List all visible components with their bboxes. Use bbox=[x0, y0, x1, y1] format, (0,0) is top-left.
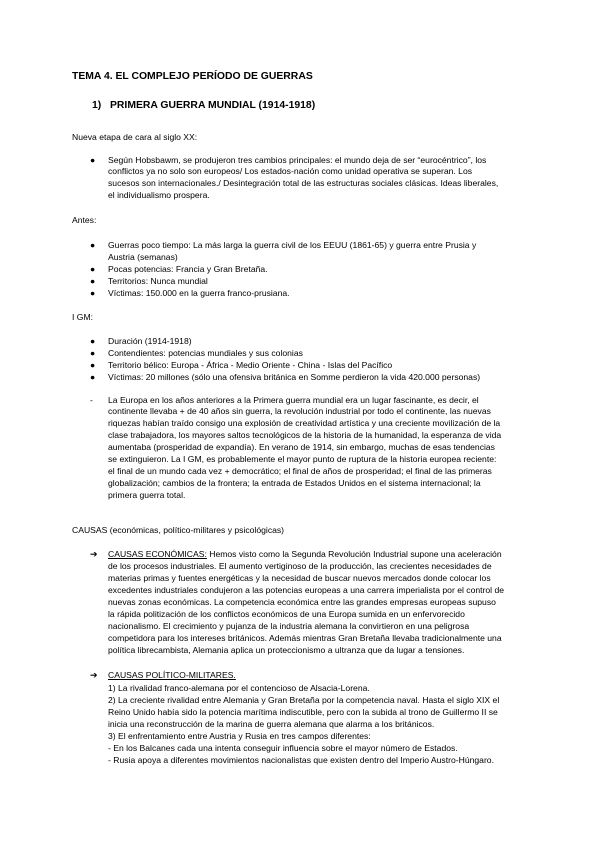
paragraph-line: 2) La creciente rivalidad entre Alemania y Gran Bretaña por la competencia naval. Hasta el siglo XIX el bbox=[108, 695, 500, 705]
arrow-icon: ➔ bbox=[90, 670, 98, 680]
paragraph-line: globalización; cambios de la frontera; la entrada de Estados Unidos en el sistema internacional; la bbox=[108, 478, 481, 488]
paragraph-line: clase trabajadora, los mayores saltos tecnológicos de la historia de la humanidad, la esperanza de vida bbox=[108, 430, 502, 440]
paragraph-line: sucesos son internacionales./ Desintegración total de las estructuras sociales clásicas. Ideas liberales, bbox=[108, 178, 499, 188]
paragraph-line: competidora para los intereses británicos. Además mientras Gran Bretaña llevaba tradicionalmente una bbox=[108, 633, 502, 643]
dash-marker: - bbox=[90, 395, 93, 405]
list-item: Contendientes: potencias mundiales y sus colonias bbox=[108, 348, 303, 358]
bullet-icon: ● bbox=[90, 155, 96, 165]
paragraph-line: de los procesos industriales. El aumento vertiginoso de la producción, las crecientes necesidades de bbox=[108, 561, 492, 571]
paragraph-line: la rápida politización de los conflictos económicos de una Europa sumida en un enfervorecido bbox=[108, 609, 465, 619]
paragraph-line: primera guerra total. bbox=[108, 490, 186, 500]
paragraph-line: - Rusia apoya a diferentes movimientos nacionalistas que existen dentro del Imperio Austro-Húngaro. bbox=[108, 755, 494, 765]
list-item: Víctimas: 20 millones (sólo una ofensiva británica en Somme perdieron la vida 420.000 personas) bbox=[108, 372, 481, 382]
paragraph-line: 3) El enfrentamiento entre Austria y Rusia en tres campos diferentes: bbox=[108, 731, 371, 741]
intro-text: Nueva etapa de cara al siglo XX: bbox=[72, 132, 198, 142]
paragraph-line: inicia una reconstrucción de la marina de guerra alemana que alarma a los británicos. bbox=[108, 719, 435, 729]
bullet-icon: ● bbox=[90, 360, 96, 370]
paragraph-line: - En los Balcanes cada una intenta conseguir influencia sobre el mayor número de Estados. bbox=[108, 743, 458, 753]
section-heading bbox=[92, 99, 315, 112]
paragraph-line: riquezas habían traído consigo una explosión de creatividad artística y una creciente movilización de la bbox=[108, 418, 501, 428]
arrow-icon: ➔ bbox=[90, 549, 98, 559]
list-item: Pocas potencias: Francia y Gran Bretaña. bbox=[108, 264, 268, 274]
paragraph-line: política librecambista, Alemania aplica un proteccionismo a ultranza que da lugar a tensiones. bbox=[108, 645, 465, 655]
list-item: Austria (semanas) bbox=[108, 252, 178, 262]
bullet-icon: ● bbox=[90, 372, 96, 382]
bullet-icon: ● bbox=[90, 276, 96, 286]
paragraph-line: continente llevaba + de 40 años sin guerra, la revolución industrial por todo el continente, las nuevas bbox=[108, 406, 491, 416]
list-item: Duración (1914-1918) bbox=[108, 336, 192, 346]
paragraph-line: 1) La rivalidad franco-alemana por el contencioso de Alsacia-Lorena. bbox=[108, 683, 370, 693]
paragraph-line: Según Hobsbawm, se produjeron tres cambios principales: el mundo deja de ser “eurocéntrico”, los bbox=[108, 155, 487, 165]
paragraph-line: se extinguieron. La I GM, es probablemente el mayor punto de ruptura de la historia europea reciente: bbox=[108, 454, 497, 464]
bullet-icon: ● bbox=[90, 348, 96, 358]
paragraph-line: el final de un mundo cada vez + democrático; el final de años de prosperidad; el final de las primeras bbox=[108, 466, 492, 476]
list-item: Víctimas: 150.000 en la guerra franco-prusiana. bbox=[108, 288, 290, 298]
section-title: PRIMERA GUERRA MUNDIAL (1914-1918) bbox=[110, 100, 316, 111]
document-title: TEMA 4. EL COMPLEJO PERÍODO DE GUERRAS bbox=[72, 71, 313, 82]
igm-label: I GM: bbox=[72, 312, 94, 322]
list-item: Guerras poco tiempo: La más larga la guerra civil de los EEUU (1861-65) y guerra entre Prusia y bbox=[108, 240, 477, 250]
list-item: Territorios: Nunca mundial bbox=[108, 276, 208, 286]
bullet-icon: ● bbox=[90, 240, 96, 250]
causas-politico-heading: CAUSAS POLÍTICO-MILITARES. bbox=[108, 670, 236, 680]
bullet-icon: ● bbox=[90, 288, 96, 298]
bullet-icon: ● bbox=[90, 264, 96, 274]
paragraph-line: Reino Unido había sido la potencia marítima indiscutible, pero con la subida al trono de Guillermo II se bbox=[108, 707, 498, 717]
paragraph-line: conflictos ya no solo son europeos/ Los estados-nación como unidad operativa se superan. Los bbox=[108, 166, 473, 176]
paragraph-line bbox=[108, 549, 502, 559]
paragraph-line: nacionalismo. El crecimiento y pujanza de la industria alemana la convirtieron en una peligrosa bbox=[108, 621, 470, 631]
bullet-icon: ● bbox=[90, 336, 96, 346]
paragraph-line: La Europa en los años anteriores a la Primera guerra mundial era un lugar fascinante, es decir, el bbox=[108, 395, 479, 405]
antes-label: Antes: bbox=[72, 215, 97, 225]
paragraph-line: el individualismo prospera. bbox=[108, 190, 210, 200]
section-number: 1) bbox=[92, 100, 102, 111]
causas-economicas-heading: CAUSAS ECONÓMICAS: bbox=[108, 549, 207, 559]
paragraph-line: nuevas zonas económicas. La competencia económica entre las grandes empresas europeas supuso bbox=[108, 597, 496, 607]
paragraph-line: materias primas y fuentes energéticas y la necesidad de buscar nuevos mercados donde colocar los bbox=[108, 573, 491, 583]
causas-economicas-first-line: Hemos visto como la Segunda Revolución Industrial supone una aceleración bbox=[206, 549, 502, 559]
causas-label: CAUSAS (económicas, político-militares y psicológicas) bbox=[72, 525, 285, 535]
paragraph-line: excedentes industriales condujeron a las potencias europeas a una carrera imperialista por el control de bbox=[108, 585, 505, 595]
list-item: Territorio bélico: Europa - África - Medio Oriente - China - Islas del Pacífico bbox=[108, 360, 393, 370]
paragraph-line: aumentaba (prosperidad de expandía). En verano de 1914, sin embargo, muchas de esas tendencias bbox=[108, 442, 495, 452]
